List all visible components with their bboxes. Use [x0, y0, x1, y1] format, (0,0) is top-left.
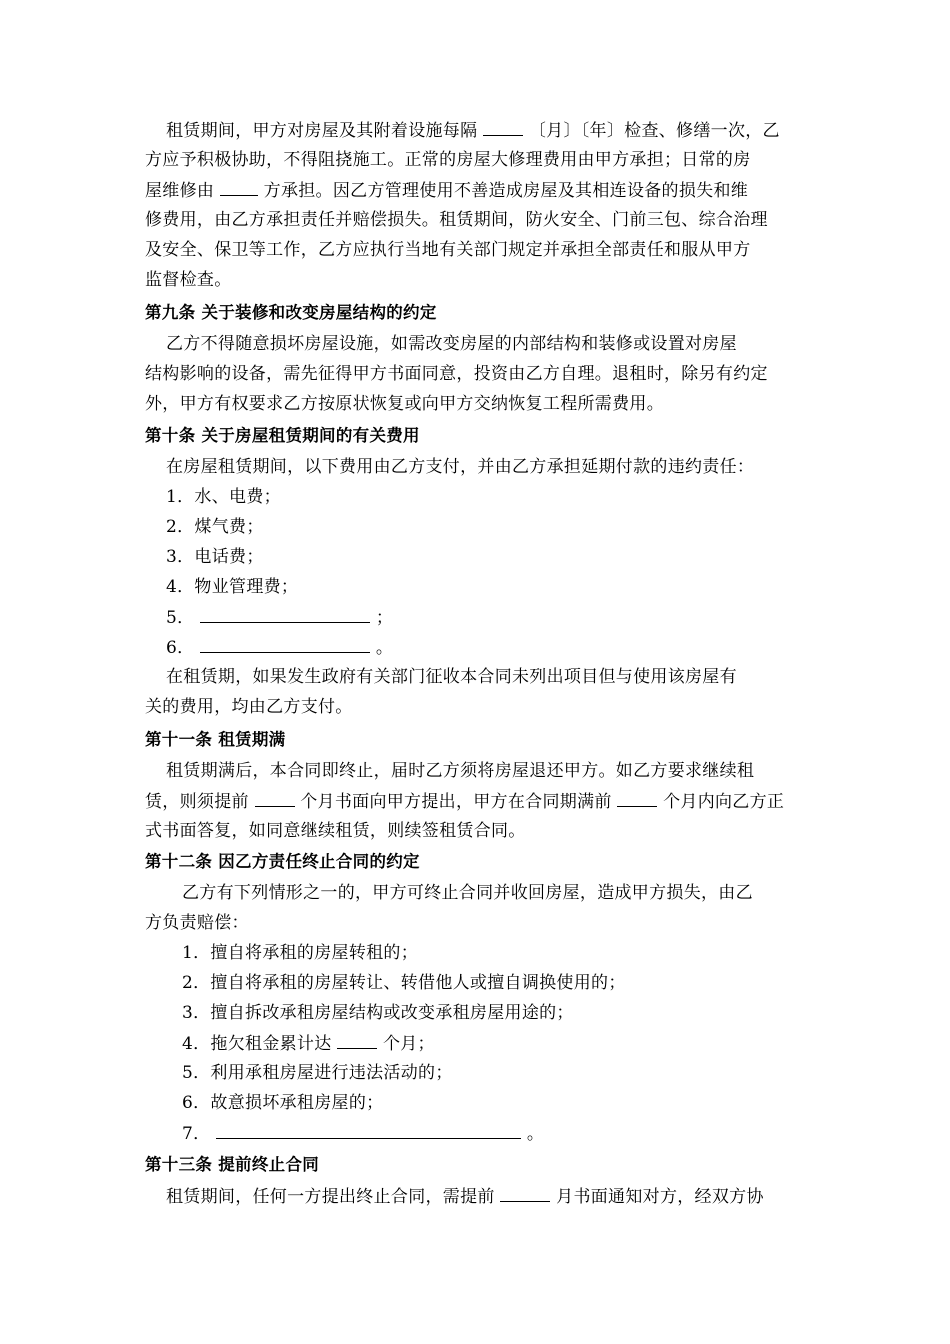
blank-field — [220, 178, 258, 196]
list-item: 1．擅自将承租的房屋转租的； — [182, 943, 419, 963]
text: 租赁期间，甲方对房屋及其附着设施每隔 — [166, 121, 478, 141]
paragraph-line — [166, 118, 780, 143]
paragraph-line: 在房屋租赁期间，以下费用由乙方支付，并由乙方承担延期付款的违约责任： — [166, 457, 755, 477]
blank-field — [200, 605, 370, 623]
article-heading: 第十一条 租赁期满 — [145, 730, 286, 749]
text: 。 — [526, 1124, 545, 1144]
list-item — [182, 1121, 544, 1146]
list-item: 2．擅自将承租的房屋转让、转借他人或擅自调换使用的； — [182, 973, 626, 993]
blank-field — [200, 635, 370, 653]
paragraph-line — [145, 178, 748, 203]
blank-field — [500, 1184, 550, 1202]
text: 屋维修由 — [145, 181, 215, 201]
text: 。 — [375, 638, 394, 658]
paragraph-line: 监督检查。 — [145, 270, 232, 290]
list-item: 2．煤气费； — [166, 517, 264, 537]
list-item — [166, 605, 393, 630]
list-item: 3．电话费； — [166, 547, 264, 567]
text: 租赁期间，任何一方提出终止合同，需提前 — [166, 1187, 495, 1207]
paragraph-line — [145, 789, 784, 814]
paragraph-line: 及安全、保卫等工作，乙方应执行当地有关部门规定并承担全部责任和服从甲方 — [145, 240, 751, 260]
text: 7． — [182, 1124, 211, 1144]
list-item: 4．物业管理费； — [166, 577, 299, 597]
paragraph-line: 租赁期满后，本合同即终止，届时乙方须将房屋退还甲方。如乙方要求继续租 — [166, 761, 755, 781]
text: 方承担。因乙方管理使用不善造成房屋及其相连设备的损失和维 — [263, 181, 749, 201]
list-item: 6．故意损坏承租房屋的； — [182, 1093, 384, 1113]
paragraph-line: 结构影响的设备，需先征得甲方书面同意，投资由乙方自理。退租时，除另有约定 — [145, 364, 768, 384]
blank-field — [337, 1031, 377, 1049]
paragraph-line: 式书面答复，如同意继续租赁，则续签租赁合同。 — [145, 821, 526, 841]
list-item: 1．水、电费； — [166, 487, 281, 507]
blank-field — [255, 789, 295, 807]
list-item — [166, 635, 393, 660]
paragraph-line: 乙方有下列情形之一的，甲方可终止合同并收回房屋，造成甲方损失，由乙 — [182, 883, 753, 903]
blank-field — [216, 1121, 521, 1139]
list-item — [182, 1031, 435, 1056]
paragraph-line — [166, 1184, 764, 1209]
article-heading: 第十条 关于房屋租赁期间的有关费用 — [145, 426, 420, 445]
paragraph-line: 在租赁期，如果发生政府有关部门征收本合同未列出项目但与使用该房屋有 — [166, 667, 737, 687]
paragraph-line: 修费用，由乙方承担责任并赔偿损失。租赁期间，防火安全、门前三包、综合治理 — [145, 210, 768, 230]
text: 个月内向乙方正 — [663, 792, 785, 812]
paragraph-line: 乙方不得随意损坏房屋设施，如需改变房屋的内部结构和装修或设置对房屋 — [166, 334, 737, 354]
article-heading: 第十三条 提前终止合同 — [145, 1155, 320, 1174]
text: 5． — [166, 608, 195, 628]
text: 个月书面向甲方提出，甲方在合同期满前 — [300, 792, 612, 812]
text: ； — [375, 608, 394, 628]
text: 〔月〕〔年〕检查、修缮一次，乙 — [528, 121, 780, 141]
text: 个月； — [382, 1034, 435, 1054]
text: 赁，则须提前 — [145, 792, 249, 812]
paragraph-line: 关的费用，均由乙方支付。 — [145, 697, 353, 717]
text: 6． — [166, 638, 195, 658]
text: 4．拖欠租金累计达 — [182, 1034, 332, 1054]
article-heading: 第十二条 因乙方责任终止合同的约定 — [145, 852, 420, 871]
blank-field — [617, 789, 657, 807]
list-item: 3．擅自拆改承租房屋结构或改变承租房屋用途的； — [182, 1003, 574, 1023]
paragraph-line: 方应予积极协助，不得阻挠施工。正常的房屋大修理费用由甲方承担；日常的房 — [145, 150, 751, 170]
list-item: 5．利用承租房屋进行违法活动的； — [182, 1063, 453, 1083]
paragraph-line: 方负责赔偿： — [145, 913, 249, 933]
text: 月书面通知对方，经双方协 — [556, 1187, 764, 1207]
article-heading: 第九条 关于装修和改变房屋结构的约定 — [145, 303, 437, 322]
blank-field — [483, 118, 523, 136]
paragraph-line: 外，甲方有权要求乙方按原状恢复或向甲方交纳恢复工程所需费用。 — [145, 394, 664, 414]
